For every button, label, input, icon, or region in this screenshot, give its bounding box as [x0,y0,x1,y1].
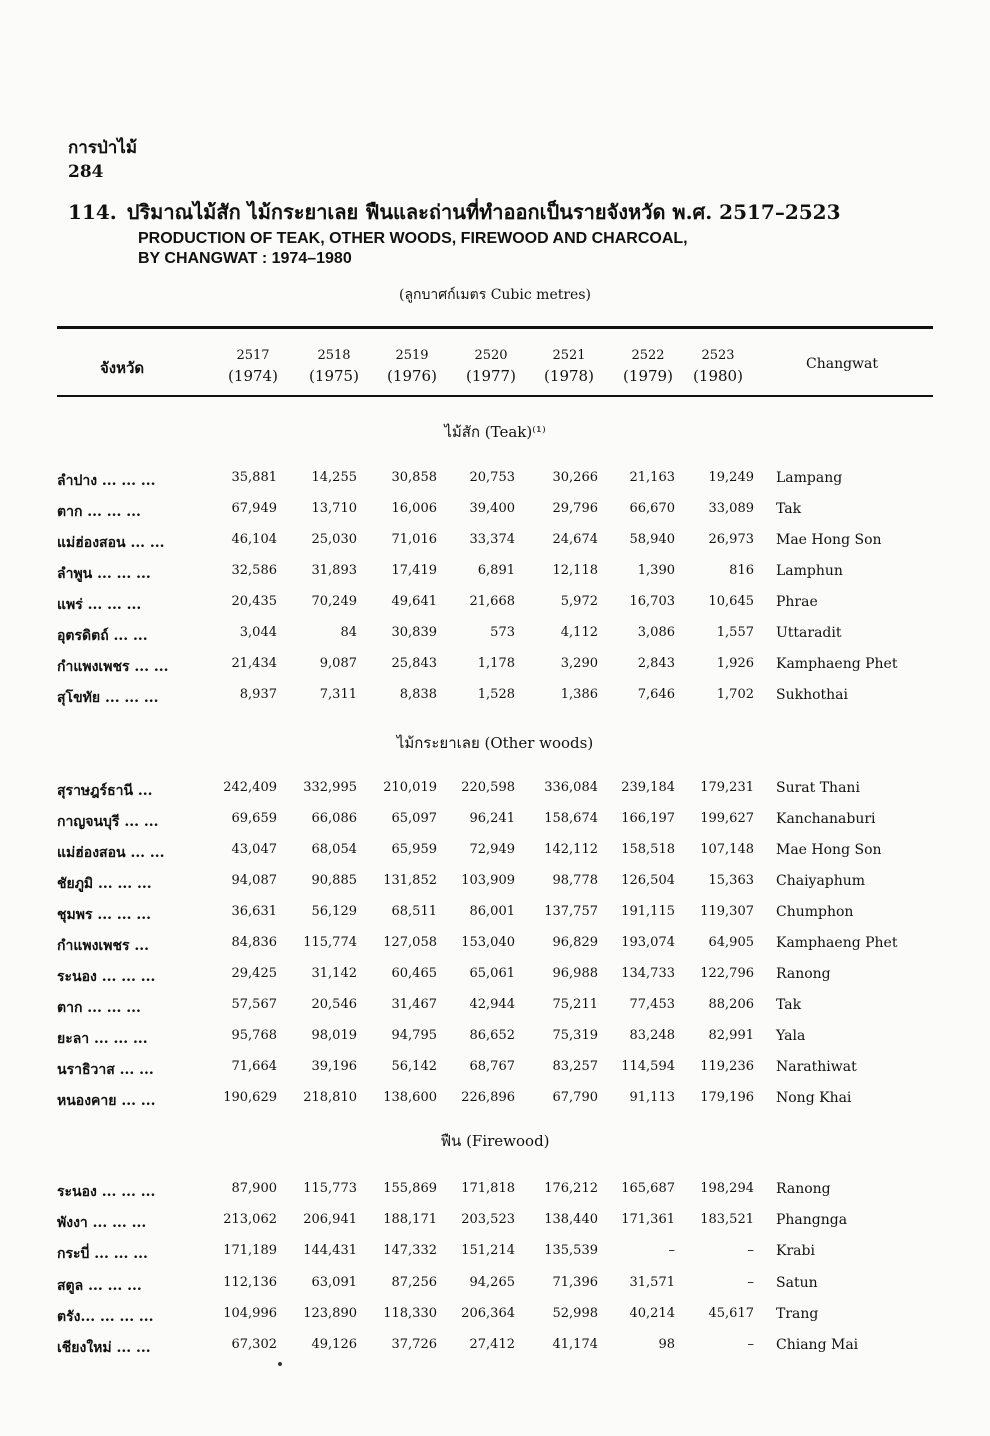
table-row [0,532,990,560]
year-ce: (1980) [693,367,743,385]
value-cell: 36,631 [231,904,277,919]
value-cell: 115,774 [303,935,357,950]
value-cell: 60,465 [391,966,437,981]
changwat-thai: ตาก ... ... ... [57,1000,141,1016]
value-cell: 13,710 [311,501,357,516]
value-cell: 183,521 [700,1212,754,1228]
value-cell: 31,142 [311,966,357,981]
value-cell: 171,818 [461,1181,515,1196]
value-cell: 226,896 [461,1090,515,1105]
year-be: 2519 [395,348,429,363]
table-title-english-line2: BY CHANGWAT : 1974–1980 [138,250,352,267]
value-cell: 199,627 [700,811,754,826]
changwat-english: Chaiyaphum [776,873,866,889]
value-cell: 119,307 [700,904,754,919]
value-cell: 30,858 [391,470,437,485]
year-be: 2521 [552,348,586,363]
value-cell: – [747,1337,754,1352]
table-row [0,935,990,963]
year-ce: (1976) [387,367,437,385]
value-cell: 98 [658,1337,675,1352]
value-cell: 138,440 [544,1212,598,1228]
value-cell: 71,396 [552,1274,598,1290]
value-cell: 4,112 [560,625,598,640]
year-column-header [451,346,531,386]
year-column-header [678,346,758,386]
table-row [0,625,990,653]
value-cell: 5,972 [560,594,598,609]
value-cell: 68,511 [391,904,437,919]
value-cell: 3,290 [560,656,598,671]
value-cell: 122,796 [700,966,754,981]
value-cell: 96,988 [552,966,598,981]
table-row [0,1090,990,1118]
value-cell: 49,126 [311,1337,357,1352]
value-cell: 86,652 [469,1028,515,1043]
value-cell: 104,996 [223,1305,277,1321]
table-title-thai [68,196,841,228]
changwat-thai: สตูล ... ... ... [57,1277,142,1294]
value-cell: 1,386 [560,687,598,702]
value-cell: 82,991 [708,1028,754,1043]
value-cell: 119,236 [700,1059,754,1074]
value-cell: 203,523 [461,1212,515,1228]
changwat-thai: ชุมพร ... ... ... [57,907,151,923]
value-cell: 166,197 [621,811,675,826]
value-cell: 155,869 [383,1181,437,1196]
value-cell: 33,089 [708,501,754,516]
value-cell: 6,891 [477,563,515,578]
table-row [0,1275,990,1303]
changwat-english: Satun [776,1274,818,1291]
changwat-thai: ระนอง ... ... ... [57,969,156,985]
value-cell: – [747,1243,754,1259]
value-cell: 70,249 [311,594,357,609]
value-cell: 30,839 [391,625,437,640]
value-cell: 41,174 [552,1337,598,1352]
header-rule [57,395,933,397]
changwat-english: Nong Khai [776,1090,852,1106]
value-cell: 3,044 [239,625,277,640]
value-cell: 31,467 [391,997,437,1012]
changwat-thai: ลำปาง ... ... ... [57,473,156,489]
value-cell: 1,702 [716,687,754,702]
value-cell: 94,087 [231,873,277,888]
value-cell: 112,136 [223,1274,277,1290]
value-cell: 158,674 [544,811,598,826]
table-row [0,470,990,498]
value-cell: 52,998 [552,1305,598,1321]
changwat-thai: กาญจนบุรี ... ... [57,814,159,830]
value-cell: 56,129 [311,904,357,919]
changwat-english: Kamphaeng Phet [776,656,898,672]
value-cell: – [668,1243,675,1259]
changwat-english: Kamphaeng Phet [776,935,898,951]
table-row [0,1212,990,1240]
changwat-english: Phrae [776,594,818,610]
value-cell: 31,893 [311,563,357,578]
changwat-english: Yala [776,1028,806,1044]
table-row [0,1243,990,1271]
value-cell: 65,959 [391,842,437,857]
value-cell: 239,184 [621,780,675,795]
value-cell: 31,571 [629,1274,675,1290]
table-row [0,966,990,994]
value-cell: 103,909 [461,873,515,888]
year-column-header [294,346,374,386]
value-cell: 1,557 [716,625,754,640]
value-cell: 64,905 [708,935,754,950]
changwat-thai: พังงา ... ... ... [57,1215,147,1232]
changwat-thai: กระบี่ ... ... ... [57,1246,148,1263]
value-cell: 96,829 [552,935,598,950]
value-cell: 25,843 [391,656,437,671]
value-cell: 33,374 [469,532,515,547]
value-cell: 88,206 [708,997,754,1012]
changwat-thai: ตาก ... ... ... [57,504,141,520]
section-title: ฟืน (Firewood) [440,1132,550,1150]
value-cell: 17,419 [391,563,437,578]
section-title: ไม้กระยาเลย (Other woods) [396,734,594,752]
table-row [0,656,990,684]
value-cell: 37,726 [391,1337,437,1352]
value-cell: 32,586 [231,563,277,578]
changwat-english: Mae Hong Son [776,842,882,858]
value-cell: 45,617 [708,1305,754,1321]
value-cell: 126,504 [621,873,675,888]
value-cell: 114,594 [621,1059,675,1074]
value-cell: 242,409 [223,780,277,795]
column-english-label: Changwat [806,356,879,372]
value-cell: 40,214 [629,1305,675,1321]
changwat-english: Chumphon [776,904,854,920]
value-cell: 336,084 [544,780,598,795]
value-cell: 165,687 [621,1181,675,1196]
changwat-english: Ranong [776,966,831,982]
changwat-thai: หนองคาย ... ... [57,1093,156,1109]
value-cell: 29,796 [552,501,598,516]
value-cell: 158,518 [621,842,675,857]
value-cell: 151,214 [461,1243,515,1259]
value-cell: 96,241 [469,811,515,826]
value-cell: 190,629 [223,1090,277,1105]
year-column-header [608,346,688,386]
value-cell: 138,600 [383,1090,437,1105]
value-cell: 123,890 [303,1305,357,1321]
value-cell: 2,843 [637,656,675,671]
value-cell: 1,178 [477,656,515,671]
value-cell: 94,265 [469,1274,515,1290]
value-cell: 30,266 [552,470,598,485]
changwat-thai: สุโขทัย ... ... ... [57,690,159,706]
page-number: 284 [68,162,104,182]
value-cell: 134,733 [621,966,675,981]
table-row [0,873,990,901]
year-be: 2523 [701,348,735,363]
value-cell: 10,645 [708,594,754,609]
value-cell: 7,646 [637,687,675,702]
value-cell: 42,944 [469,997,515,1012]
value-cell: 58,940 [629,532,675,547]
changwat-english: Sukhothai [776,687,849,703]
value-cell: 7,311 [319,687,357,702]
changwat-english: Phangnga [776,1212,848,1229]
changwat-thai: เชียงใหม่ ... ... [57,1340,151,1356]
value-cell: 87,900 [231,1181,277,1196]
changwat-thai: อุตรดิตถ์ ... ... [57,628,148,644]
changwat-thai: แพร่ ... ... ... [57,597,142,613]
table-row [0,563,990,591]
value-cell: 191,115 [621,904,675,919]
changwat-english: Krabi [776,1243,815,1260]
value-cell: 24,674 [552,532,598,547]
table-row [0,594,990,622]
value-cell: 87,256 [391,1274,437,1290]
table-row [0,780,990,808]
value-cell: 198,294 [700,1181,754,1196]
value-cell: 75,211 [552,997,598,1012]
year-column-header [529,346,609,386]
value-cell: 144,431 [303,1243,357,1259]
value-cell: 573 [490,625,515,640]
changwat-english: Lamphun [776,563,843,579]
table-row [0,1028,990,1056]
changwat-english: Tak [776,501,802,517]
year-ce: (1978) [544,367,594,385]
changwat-thai: นราธิวาส ... ... [57,1062,154,1078]
changwat-thai: ระนอง ... ... ... [57,1184,156,1200]
value-cell: 83,248 [629,1028,675,1043]
value-cell: 1,926 [716,656,754,671]
value-cell: 14,255 [311,470,357,485]
value-cell: 71,016 [391,532,437,547]
table-row [0,842,990,870]
page-mark-dot [278,1362,282,1366]
table-row [0,904,990,932]
changwat-thai: กำแพงเพชร ... [57,938,149,954]
value-cell: 67,790 [552,1090,598,1105]
year-be: 2517 [236,348,270,363]
value-cell: 206,941 [303,1212,357,1228]
changwat-thai: แม่ฮ่องสอน ... ... [57,845,165,861]
changwat-thai: แม่ฮ่องสอน ... ... [57,535,165,551]
changwat-english: Ranong [776,1181,831,1197]
value-cell: 8,838 [399,687,437,702]
changwat-english: Chiang Mai [776,1337,859,1353]
value-cell: 179,231 [700,780,754,795]
column-thai-label: จังหวัด [100,359,145,377]
value-cell: 8,937 [239,687,277,702]
value-cell: 12,118 [552,563,598,578]
table-row [0,1181,990,1209]
changwat-thai: ตรัง... ... ... ... [57,1308,154,1325]
value-cell: 66,670 [629,501,675,516]
value-cell: 35,881 [231,470,277,485]
value-cell: 171,189 [223,1243,277,1259]
value-cell: 118,330 [383,1305,437,1321]
value-cell: 95,768 [231,1028,277,1043]
year-ce: (1979) [623,367,673,385]
value-cell: 77,453 [629,997,675,1012]
value-cell: 56,142 [391,1059,437,1074]
changwat-thai: กำแพงเพชร ... ... [57,659,169,675]
value-cell: 147,332 [383,1243,437,1259]
value-cell: 176,212 [544,1181,598,1196]
value-cell: 98,778 [552,873,598,888]
value-cell: 206,364 [461,1305,515,1321]
value-cell: 69,659 [231,811,277,826]
value-cell: 27,412 [469,1337,515,1352]
value-cell: 142,112 [544,842,598,857]
value-cell: 188,171 [383,1212,437,1228]
year-column-header [372,346,452,386]
value-cell: 153,040 [461,935,515,950]
changwat-english: Uttaradit [776,625,842,641]
value-cell: 1,528 [477,687,515,702]
value-cell: 90,885 [311,873,357,888]
value-cell: 16,703 [629,594,675,609]
value-cell: 67,302 [231,1337,277,1352]
section-title: ไม้สัก (Teak)⁽¹⁾ [444,423,546,441]
value-cell: 57,567 [231,997,277,1012]
changwat-english: Lampang [776,470,843,486]
year-ce: (1974) [228,367,278,385]
value-cell: 107,148 [700,842,754,857]
value-cell: 84 [340,625,357,640]
value-cell: 179,196 [700,1090,754,1105]
table-row [0,501,990,529]
value-cell: 49,641 [391,594,437,609]
value-cell: 25,030 [311,532,357,547]
value-cell: 83,257 [552,1059,598,1074]
year-be: 2520 [474,348,508,363]
value-cell: 68,054 [311,842,357,857]
value-cell: 135,539 [544,1243,598,1259]
changwat-english: Surat Thani [776,780,860,796]
value-cell: 94,795 [391,1028,437,1043]
table-row [0,1337,990,1365]
table-title-english-line1: PRODUCTION OF TEAK, OTHER WOODS, FIREWOOD AND CHARCOAL, [138,230,688,247]
value-cell: 84,836 [231,935,277,950]
value-cell: 115,773 [303,1181,357,1196]
value-cell: 9,087 [319,656,357,671]
table-row [0,811,990,839]
changwat-english: Mae Hong Son [776,532,882,548]
value-cell: 816 [729,563,754,578]
changwat-english: Narathiwat [776,1059,857,1075]
value-cell: 67,949 [231,501,277,516]
value-cell: 72,949 [469,842,515,857]
value-cell: 21,163 [629,470,675,485]
year-be: 2522 [631,348,665,363]
value-cell: 137,757 [544,904,598,919]
value-cell: 171,361 [621,1212,675,1228]
value-cell: 65,097 [391,811,437,826]
table-row [0,997,990,1025]
value-cell: 71,664 [231,1059,277,1074]
year-ce: (1975) [309,367,359,385]
value-cell: 46,104 [231,532,277,547]
value-cell: 193,074 [621,935,675,950]
table-title-thai-text: ปริมาณไม้สัก ไม้กระยาเลย ฟืนและถ่านที่ทำออกเป็นรายจังหวัด พ.ศ. 2517–2523 [126,200,841,224]
value-cell: 26,973 [708,532,754,547]
value-cell: 218,810 [303,1090,357,1105]
value-cell: 39,196 [311,1059,357,1074]
value-cell: 21,668 [469,594,515,609]
unit-label: (ลูกบาศก์เมตร Cubic metres) [399,287,591,303]
value-cell: 210,019 [383,780,437,795]
table-number: 114. [68,200,117,224]
value-cell: 63,091 [311,1274,357,1290]
value-cell: 3,086 [637,625,675,640]
value-cell: – [747,1274,754,1290]
changwat-thai: ยะลา ... ... ... [57,1031,148,1047]
value-cell: 20,435 [231,594,277,609]
value-cell: 68,767 [469,1059,515,1074]
value-cell: 20,546 [311,997,357,1012]
value-cell: 15,363 [708,873,754,888]
value-cell: 16,006 [391,501,437,516]
value-cell: 43,047 [231,842,277,857]
changwat-english: Trang [776,1305,819,1322]
changwat-thai: ลำพูน ... ... ... [57,566,151,582]
value-cell: 19,249 [708,470,754,485]
year-ce: (1977) [466,367,516,385]
value-cell: 65,061 [469,966,515,981]
value-cell: 86,001 [469,904,515,919]
changwat-english: Tak [776,997,802,1013]
table-row [0,1059,990,1087]
changwat-thai: สุราษฎร์ธานี ... [57,783,153,799]
value-cell: 75,319 [552,1028,598,1043]
value-cell: 29,425 [231,966,277,981]
value-cell: 21,434 [231,656,277,671]
changwat-thai: ชัยภูมิ ... ... ... [57,876,152,892]
value-cell: 20,753 [469,470,515,485]
top-rule [57,326,933,329]
value-cell: 91,113 [629,1090,675,1105]
value-cell: 39,400 [469,501,515,516]
year-be: 2518 [317,348,351,363]
value-cell: 213,062 [223,1212,277,1228]
value-cell: 66,086 [311,811,357,826]
value-cell: 220,598 [461,780,515,795]
table-row [0,1306,990,1334]
value-cell: 332,995 [303,780,357,795]
changwat-english: Kanchanaburi [776,811,876,827]
value-cell: 98,019 [311,1028,357,1043]
header-thai-label: การป่าไม้ [68,138,138,158]
value-cell: 131,852 [383,873,437,888]
table-row [0,687,990,715]
year-column-header [213,346,293,386]
value-cell: 1,390 [637,563,675,578]
value-cell: 127,058 [383,935,437,950]
